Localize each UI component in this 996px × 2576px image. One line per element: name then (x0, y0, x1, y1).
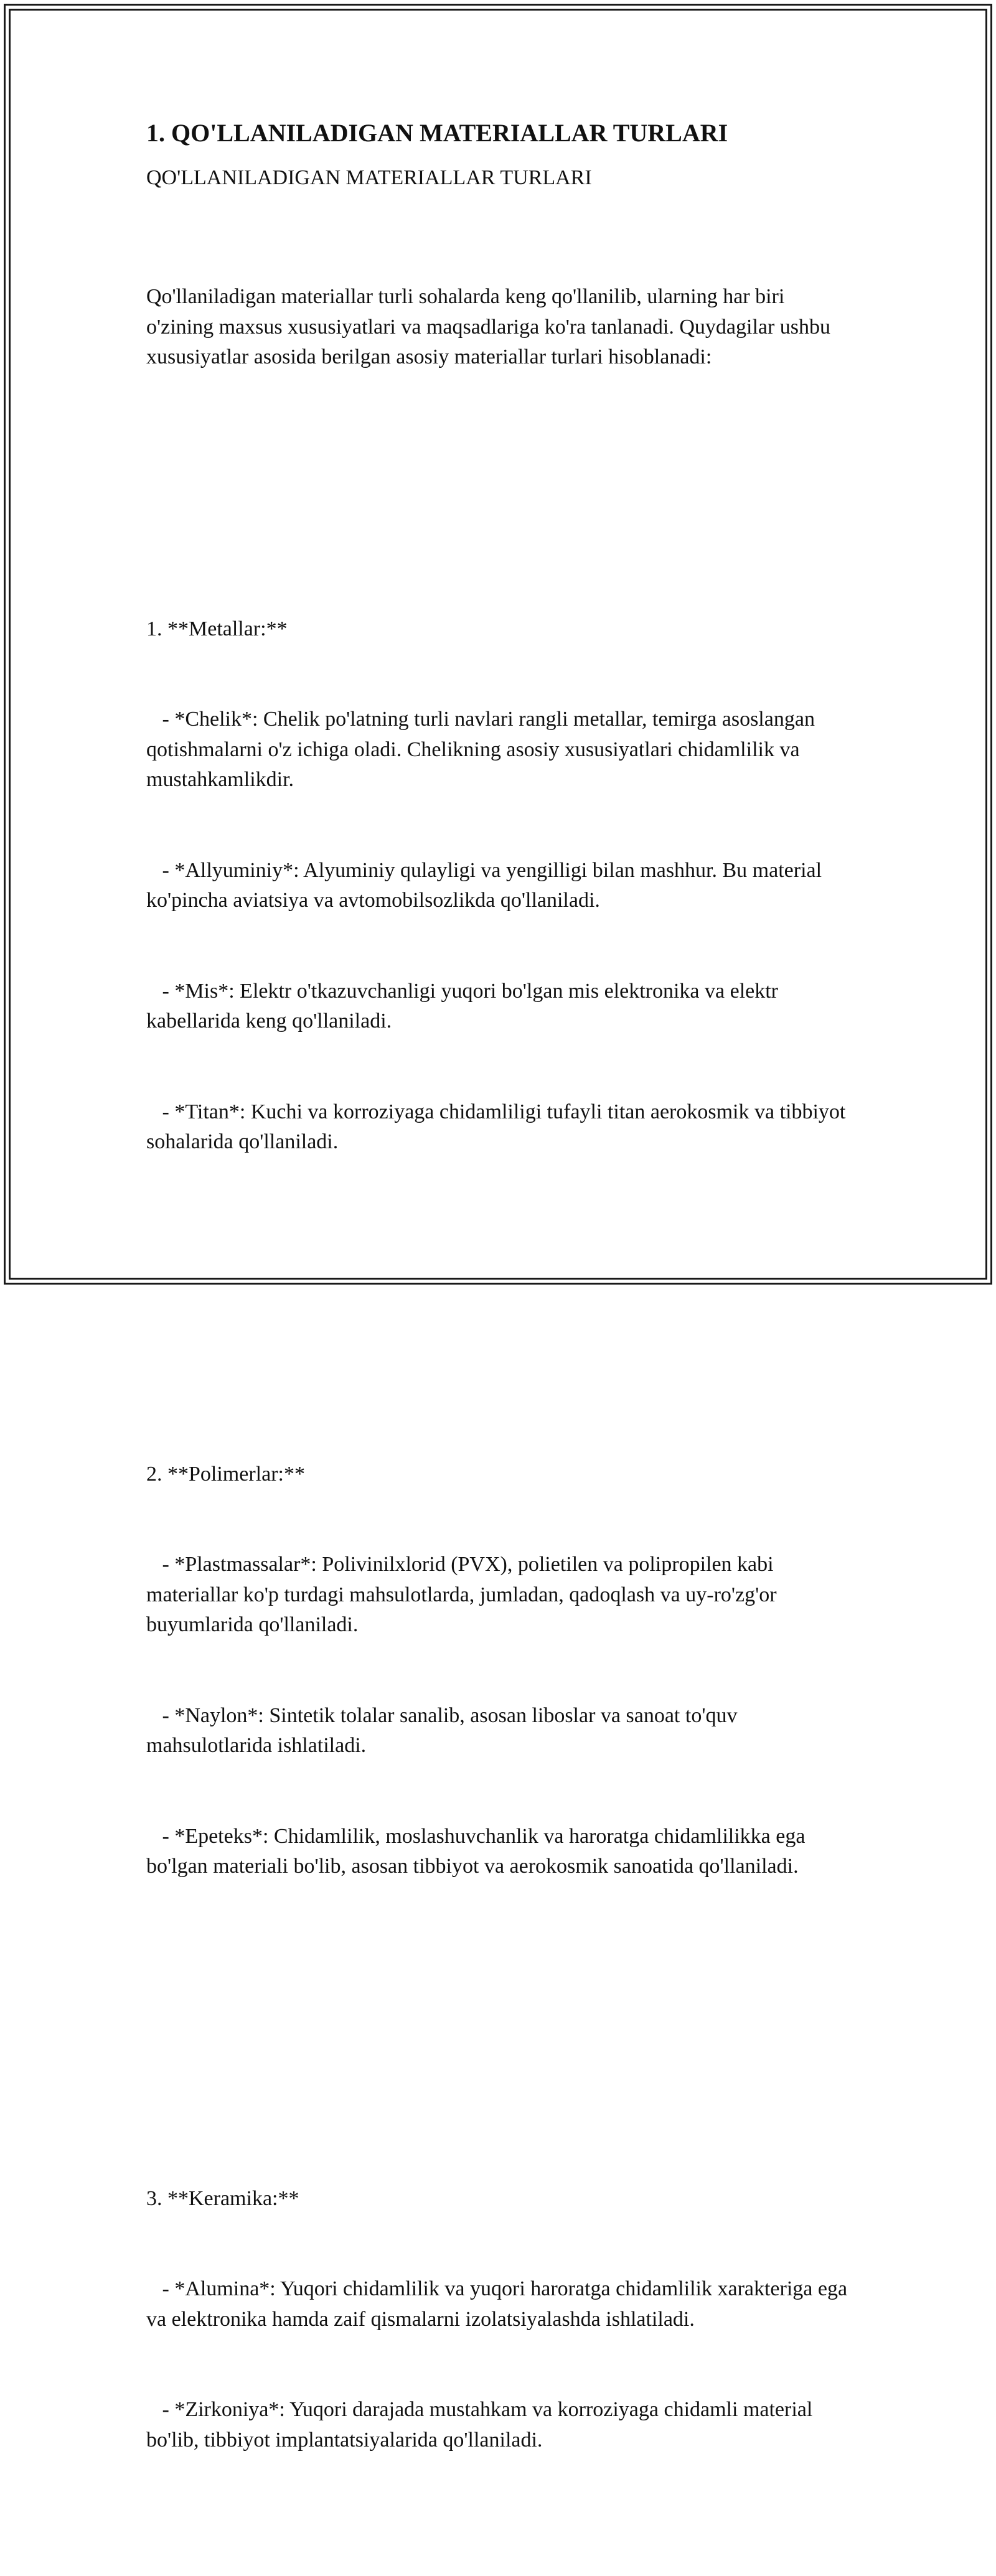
document-body (146, 222, 853, 2576)
list-item: - *Alumina*: Yuqori chidamlilik va yuqori haroratga chidamlilik xarakteriga ega va elektronika hamda zaif qismalarni izolatsiyalashda ishlatiladi. (146, 2277, 853, 2331)
list-item: - *Mis*: Elektr o'tkazuvchanligi yuqori bo'lgan mis elektronika va elektr kabellarida keng qo'llaniladi. (146, 979, 784, 1033)
paragraph-gap (146, 433, 850, 464)
list-item: - *Titan*: Kuchi va korroziyaga chidamliligi tufayli titan aerokosmik va tibbiyot sohalarida qo'llaniladi. (146, 1100, 851, 1153)
section-keramika (146, 2124, 853, 2516)
list-item: - *Allyuminiy*: Alyuminiy qulayligi va yengilligi bilan mashhur. Bu material ko'pincha aviatsiya va avtomobilsozlikda qo'llaniladi. (146, 858, 827, 912)
paragraph-gap (146, 1278, 850, 1309)
section-metallar (146, 554, 850, 1218)
section-title: 2. **Polimerlar:** (146, 1462, 305, 1486)
section-title: 3. **Keramika:** (146, 2186, 299, 2210)
list-item: - *Plastmassalar*: Polivinilxlorid (PVX), polietilen va polipropilen kabi materiallar ko'p turdagi mahsulotlarda, jumladan, qadoqlash va uy-ro'zg'or buyumlarida qo'llaniladi. (146, 1553, 782, 1636)
list-item: - *Chelik*: Chelik po'latning turli navlari rangli metallar, temirga asoslangan qotishmalarni o'z ichiga oladi. Chelikning asosiy xususiyatlari chidamlilik va mustahkamlikdir. (146, 708, 820, 791)
list-item: - *Zirkoniya*: Yuqori darajada mustahkam va korroziyaga chidamli material bo'lib, tibbiyot implantatsiyalarida qo'llaniladi. (146, 2398, 818, 2452)
paragraph-gap (146, 2003, 850, 2033)
section-title: 1. **Metallar:** (146, 617, 288, 640)
intro-paragraph: Qo'llaniladigan materiallar turli sohalarda keng qo'llanilib, ularning har biri o'zining maxsus xususiyatlari va maqsadlariga ko'ra tanlanadi. Quydagilar ushbu xususiyatlar asosida berilgan asosiy materiallar turlari hisoblanadi: (146, 285, 836, 368)
list-item: - *Epeteks*: Chidamlilik, moslashuvchanlik va haroratga chidamlilikka ega bo'lgan materiali bo'lib, asosan tibbiyot va aerokosmik sanoatida qo'llaniladi. (146, 1824, 810, 1878)
document-subheading: QO'LLANILADIGAN MATERIALLAR TURLARI (146, 166, 592, 189)
list-item: - *Naylon*: Sintetik tolalar sanalib, asosan liboslar va sanoat to'quv mahsulotlarida ishlatiladi. (146, 1703, 743, 1757)
section-polimerlar (146, 1399, 850, 1942)
document-heading: 1. QO'LLANILADIGAN MATERIALLAR TURLARI (146, 119, 728, 147)
document-content (146, 117, 853, 2576)
